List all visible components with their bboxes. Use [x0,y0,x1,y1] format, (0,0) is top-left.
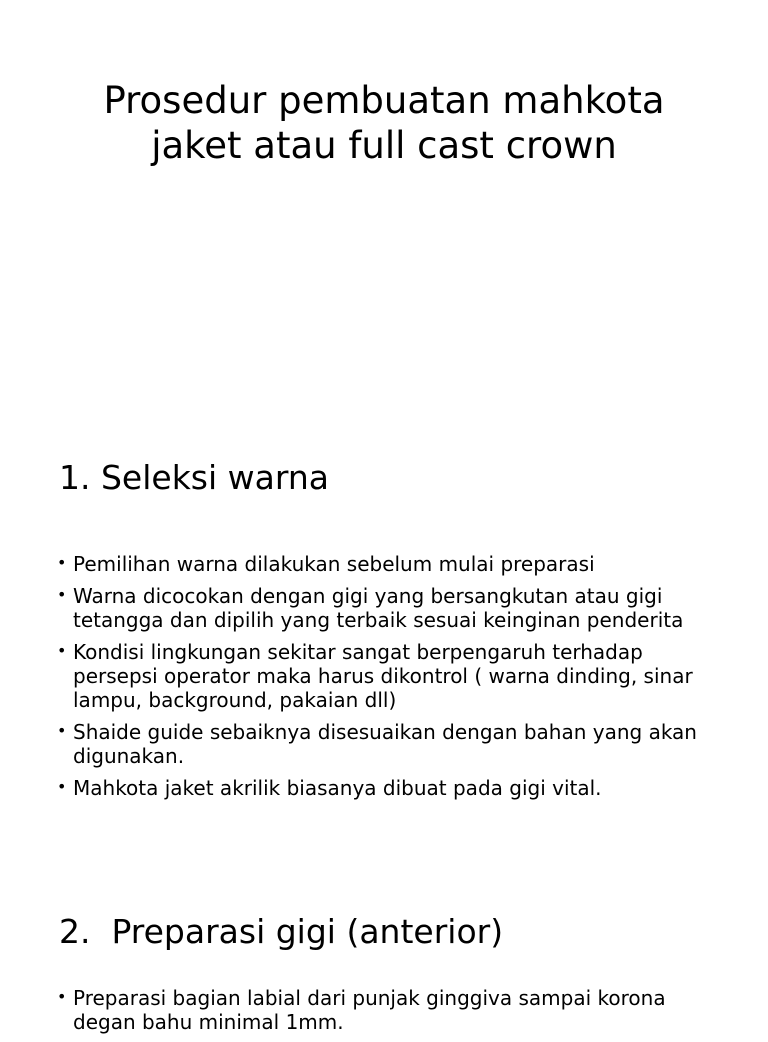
bullet-dot-icon: • [57,585,67,604]
bullet-dot-icon: • [57,553,67,572]
bullet-text: Kondisi lingkungan sekitar sangat berpengaruh terhadap persepsi operator maka harus dikontrol ( warna dinding, sinar lampu, background, pakaian dll) [73,640,693,712]
bullet-dot-icon: • [57,641,67,660]
bullet-list [57,986,707,1042]
section-preparasi-gigi [0,885,768,1034]
bullet-text: Preparasi bagian labial dari punjak ginggiva sampai korona degan bahu minimal 1mm. [73,986,666,1034]
title-slide [0,0,768,430]
bullet-dot-icon: • [57,777,67,796]
bullet-text: Shaide guide sebaiknya disesuaikan dengan bahan yang akan digunakan. [73,720,697,768]
bullet-dot-icon: • [57,987,67,1006]
bullet-item [57,552,707,576]
bullet-list [57,552,707,808]
bullet-text: Warna dicocokan dengan gigi yang bersangkutan atau gigi tetangga dan dipilih yang terbaik sesuai keinginan penderita [73,584,684,632]
section-heading: 2. Preparasi gigi (anterior) [59,912,504,951]
bullet-dot-icon: • [57,721,67,740]
bullet-item [57,720,707,768]
section-heading: 1. Seleksi warna [59,458,329,497]
section-seleksi-warna [0,430,768,885]
bullet-text: Mahkota jaket akrilik biasanya dibuat pada gigi vital. [73,776,602,800]
document-title: Prosedur pembuatan mahkota jaket atau full cast crown [103,79,665,167]
bullet-item [57,776,707,800]
bullet-item [57,986,707,1034]
bullet-item [57,640,707,712]
bullet-item [57,584,707,632]
bullet-text: Pemilihan warna dilakukan sebelum mulai preparasi [73,552,595,576]
